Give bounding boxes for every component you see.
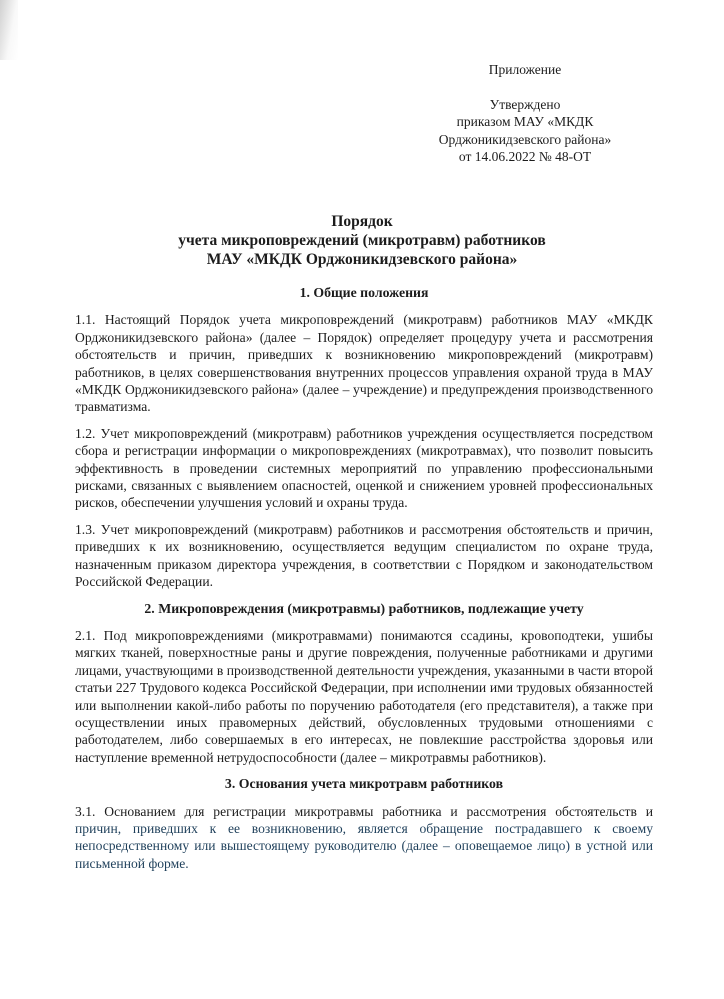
approval-block [430, 61, 620, 166]
section-3-heading: 3. Основания учета микротравм работников [224, 776, 504, 792]
approval-order-line-3: от 14.06.2022 № 48-ОТ [458, 149, 592, 165]
title-line-1: Порядок [331, 213, 393, 230]
document-body [75, 284, 653, 881]
paragraph-1-3: 1.3. Учет микроповреждений (микротравм) работников и рассмотрения обстоятельств и причин, приведших к их возникновению, осуществляется ведущим специалистом по охране труда, назначенным приказом директора учреждения, в соответствии с Порядком и законодательством Российской Федерации. [75, 521, 653, 590]
approved-label: Утверждено [489, 96, 561, 112]
document-title [60, 212, 664, 269]
paragraph-3-1-start: 3.1. Основанием для регистрации микротравмы работника и рассмотрения обстоятельств и [75, 803, 653, 819]
paragraph-2-1: 2.1. Под микроповреждениями (микротравмами) понимаются ссадины, кровоподтеки, ушибы мягких тканей, поверхностные раны и другие повреждения, полученные работниками и другими лицами, участвующими в производственной деятельности учреждения, указанными в части второй статьи 227 Трудового кодекса Российской Федерации, при исполнении ими трудовых обязанностей или выполнении какой-либо работы по поручению работодателя (его представителя), а также при осуществлении иных правомерных действий, обусловленных трудовыми отношениями с работодателем, либо совершаемых в его интересах, не повлекшие расстройства здоровья или наступление временной нетрудоспособности (далее – микротравмы работников). [75, 627, 653, 765]
section-2-heading: 2. Микроповреждения (микротравмы) работников, подлежащие учету [144, 600, 584, 616]
scan-shadow-edge [0, 0, 18, 60]
title-line-3: МАУ «МКДК Орджоникидзевского района» [206, 251, 518, 268]
appendix-label: Приложение [488, 62, 562, 77]
title-line-2: учета микроповреждений (микротравм) работников [178, 232, 546, 249]
paragraph-3-1-highlight: причин, приведших к ее возникновению, является обращение пострадавшего к своему непосредственному или вышестоящему руководителю (далее – оповещаемое лицо) в устной или письменной форме. [75, 820, 653, 871]
paragraph-1-1: 1.1. Настоящий Порядок учета микроповреждений (микротравм) работников МАУ «МКДК Орджоникидзевского района» (далее – Порядок) определяет процедуру учета и рассмотрения обстоятельств и причин, приведших к возникновению микроповреждений (микротравм) работников, в целях совершенствования внутренних процессов управления охраной труда в МАУ «МКДК Орджоникидзевского района» (далее – учреждение) и предупреждения производственного травматизма. [75, 312, 653, 415]
paragraph-3-1 [75, 803, 653, 873]
approval-order-line-2: Орджоникидзевского района» [438, 131, 612, 147]
approval-order-line-1: приказом МАУ «МКДК [456, 114, 594, 130]
paragraph-1-2: 1.2. Учет микроповреждений (микротравм) работников учреждения осуществляется посредством сбора и регистрации информации о микроповреждениях (микротравмах), что позволит повысить эффективность в проведении системных мероприятий по управлению профессиональными рисками, связанных с выявлением опасностей, оценкой и снижением уровней профессиональных рисков, обеспечении улучшения условий и охраны труда. [75, 425, 653, 511]
section-1-heading: 1. Общие положения [299, 285, 429, 300]
